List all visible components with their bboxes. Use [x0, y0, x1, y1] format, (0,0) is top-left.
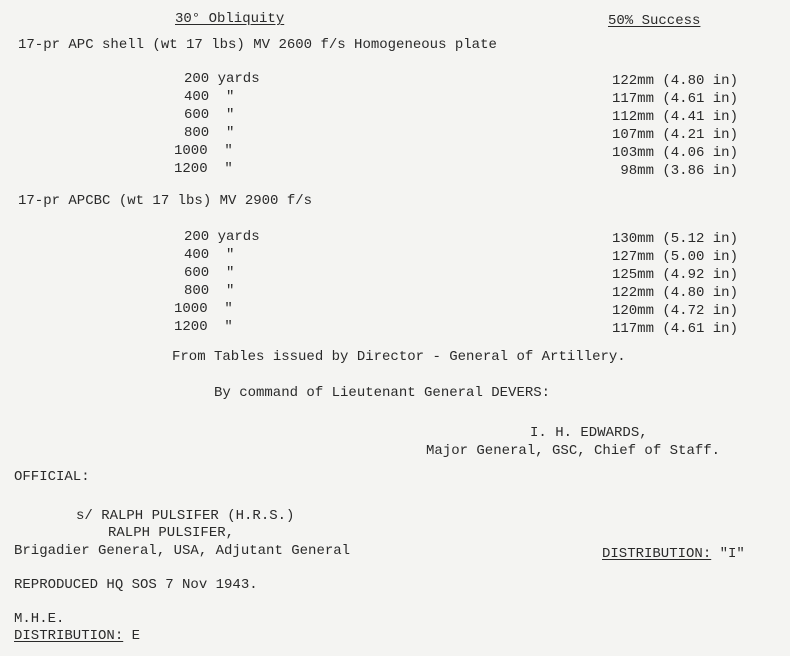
distribution-label: DISTRIBUTION: — [602, 546, 712, 562]
range-cell: 1000 " — [174, 301, 233, 317]
penetration-cell: 127mm (5.00 in) — [611, 249, 738, 265]
range-cell: 1200 " — [174, 319, 233, 335]
section2-penetration-column — [560, 230, 738, 338]
range-cell: 800 " — [184, 125, 235, 141]
penetration-cell: 98mm (3.86 in) — [620, 163, 738, 179]
penetration-cell: 117mm (4.61 in) — [611, 91, 738, 107]
range-cell: 400 " — [184, 89, 235, 105]
range-cell: 1000 " — [174, 143, 233, 159]
penetration-cell: 103mm (4.06 in) — [611, 145, 738, 161]
distribution-value: "I" — [719, 546, 745, 562]
official-signed: s/ RALPH PULSIFER (H.R.S.) — [76, 508, 295, 524]
distribution-value: E — [131, 628, 141, 644]
range-cell: 600 " — [184, 265, 235, 281]
signature-title: Major General, GSC, Chief of Staff. — [426, 443, 721, 459]
section2-title: 17-pr APCBC (wt 17 lbs) MV 2900 f/s — [18, 193, 313, 209]
penetration-cell: 120mm (4.72 in) — [611, 303, 738, 319]
range-cell: 600 " — [184, 107, 235, 123]
success-heading: 50% Success — [608, 13, 701, 29]
penetration-cell: 107mm (4.21 in) — [611, 127, 738, 143]
reproduced-line: REPRODUCED HQ SOS 7 Nov 1943. — [14, 577, 258, 593]
section1-penetration-column — [560, 72, 738, 180]
section1-title: 17-pr APC shell (wt 17 lbs) MV 2600 f/s Homogeneous plate — [18, 37, 497, 53]
range-cell: 400 " — [184, 247, 235, 263]
source-note: From Tables issued by Director - General of Artillery. — [172, 349, 626, 365]
mhe-initials: M.H.E. — [14, 611, 65, 627]
penetration-cell: 122mm (4.80 in) — [611, 285, 738, 301]
obliquity-heading: 30° Obliquity — [175, 11, 285, 27]
command-line: By command of Lieutenant General DEVERS: — [214, 385, 551, 401]
signature-name: I. H. EDWARDS, — [530, 425, 648, 441]
section1-range-column — [160, 70, 290, 178]
penetration-cell: 112mm (4.41 in) — [611, 109, 738, 125]
penetration-cell: 117mm (4.61 in) — [611, 321, 738, 337]
range-cell: 200 yards — [184, 229, 260, 245]
distribution-i — [602, 545, 745, 563]
distribution-e — [14, 627, 140, 645]
range-cell: 200 yards — [184, 71, 260, 87]
official-name: RALPH PULSIFER, — [108, 525, 235, 541]
distribution-label: DISTRIBUTION: — [14, 628, 124, 644]
range-cell: 1200 " — [174, 161, 233, 177]
penetration-cell: 130mm (5.12 in) — [611, 231, 738, 247]
official-title: Brigadier General, USA, Adjutant General — [14, 543, 351, 559]
range-cell: 800 " — [184, 283, 235, 299]
official-label: OFFICIAL: — [14, 469, 90, 485]
penetration-cell: 122mm (4.80 in) — [611, 73, 738, 89]
section2-range-column — [160, 228, 290, 336]
penetration-cell: 125mm (4.92 in) — [611, 267, 738, 283]
